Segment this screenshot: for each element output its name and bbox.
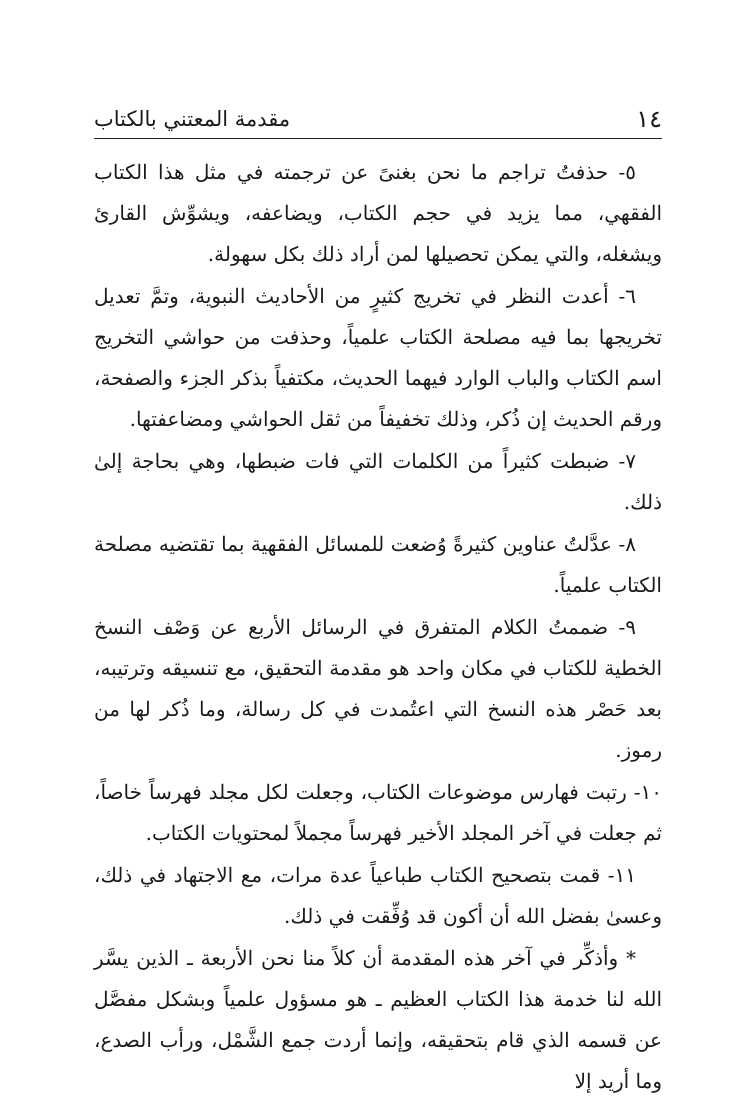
list-item-6: ٦- أعدت النظر في تخريج كثيرٍ من الأحاديث النبوية، وتمَّ تعديل تخريجها بما فيه مصلحة الكتاب علمياً، وحذفت من حواشي التخريج اسم الكتاب والباب الوارد فيهما الحديث، مكتفياً بذكر الجزء والصفحة، ورقم الحديث إن ذُكر، وذلك تخفيفاً من ثقل الحواشي ومضاعفتها. [94,284,662,431]
page-body [94,152,662,1103]
list-item-8: ٨- عدَّلتُ عناوين كثيرةً وُضعت للمسائل الفقهية بما تقتضيه مصلحة الكتاب علمياً. [94,532,662,597]
list-item-9: ٩- ضممتُ الكلام المتفرق في الرسائل الأربع عن وَصْف النسخ الخطية للكتاب في مكان واحد هو مقدمة التحقيق، مع تنسيقه وترتيبه، بعد حَصْر هذه النسخ التي اعتُمدت في كل رسالة، وما ذُكر لها من رموز. [94,615,662,762]
list-item-11: ١١- قمت بتصحيح الكتاب طباعياً عدة مرات، مع الاجتهاد في ذلك، وعسىٰ بفضل الله أن أكون قد وُفِّقت في ذلك. [94,863,662,928]
running-title: مقدمة المعتني بالكتاب [94,107,291,131]
list-item-7: ٧- ضبطت كثيراً من الكلمات التي فات ضبطها، وهي بحاجة إلىٰ ذلك. [94,449,662,514]
running-header [94,98,662,134]
list-item-5: ٥- حذفتُ تراجم ما نحن بغنىً عن ترجمته في مثل هذا الكتاب الفقهي، مما يزيد في حجم الكتاب، ويضاعفه، ويشوِّش القارئ ويشغله، والتي يمكن تحصيلها لمن أراد ذلك بكل سهولة. [94,160,662,266]
page-number: ١٤ [636,105,662,133]
list-item-10: ١٠- رتبت فهارس موضوعات الكتاب، وجعلت لكل مجلد فهرساً خاصاً، ثم جعلت في آخر المجلد الأخير فهرساً مجملاً لمحتويات الكتاب. [94,780,662,845]
header-rule [94,138,662,139]
closing-note: * وأذكِّر في آخر هذه المقدمة أن كلاً منا نحن الأربعة ـ الذين يسَّر الله لنا خدمة هذا الكتاب العظيم ـ هو مسؤول علمياً وبشكل مفصَّل عن قسمه الذي قام بتحقيقه، وإنما أردت جمع الشَّمْل، ورأب الصدع، وما أريد إلا [94,946,662,1093]
